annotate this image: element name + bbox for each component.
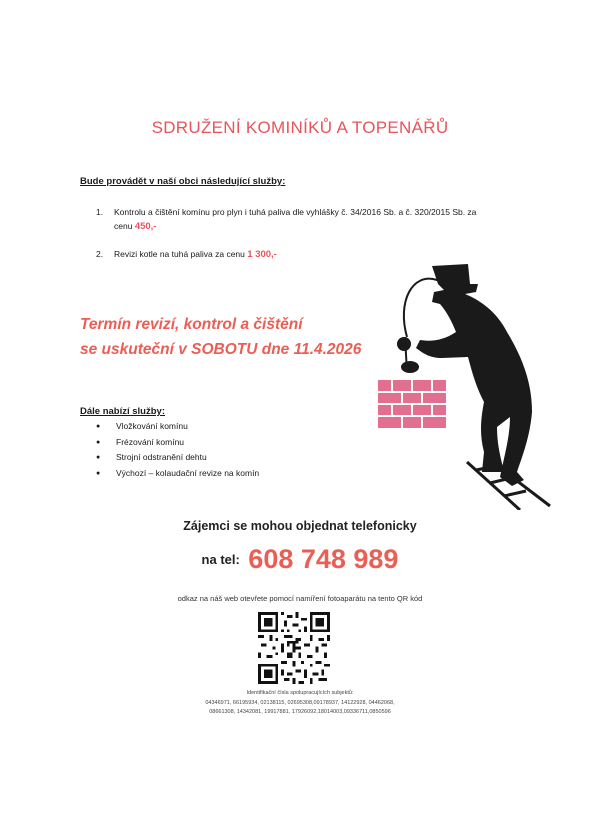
service-price: 450,- — [134, 221, 157, 232]
extra-services-title: Dále nabízí služby: — [80, 406, 165, 417]
bullet-icon: ● — [96, 423, 101, 430]
appointment-headline — [80, 312, 361, 362]
ids-line: 08661308, 14342081, 19917881, 17926092,18014003,09336711,0850596 — [209, 709, 391, 715]
list-item: ● Výchozí – kolaudační revize na komín — [96, 466, 259, 482]
contact-text: Zájemci se mohou objednat telefonicky — [183, 519, 417, 533]
phone-number[interactable]: 608 748 989 — [248, 544, 399, 574]
service-text: Kontrolu a čištění komínu pro plyn i tuhá paliva dle vyhlášky č. 34/2016 Sb. a č. 320/2015 Sb. za cenu — [114, 207, 477, 231]
service-number: 1. — [96, 207, 104, 217]
headline-line: se uskuteční v SOBOTU dne 11.4.2026 — [80, 341, 362, 358]
ids-line: 04346971, 66195934, 02138115, 02695308,09178937, 14122928, 04462068, — [205, 700, 395, 706]
bullet-icon: ● — [96, 438, 101, 446]
list-item: ● Strojní odstranění dehtu — [96, 450, 259, 466]
ids-list — [170, 699, 430, 717]
phone-row — [0, 544, 600, 575]
list-item: ● Vložkování komínu — [96, 419, 259, 435]
services-intro: Bude provádět v naší obci následující služby: — [80, 176, 286, 187]
service-number: 2. — [96, 249, 104, 259]
phone-label: na tel: — [201, 552, 240, 567]
bullet-icon: ● — [96, 454, 101, 461]
service-price: 1 300,- — [247, 249, 277, 260]
service-item — [96, 247, 496, 262]
ids-label: Identifikační čísla spolupracujících subjektů: — [246, 690, 354, 696]
extra-services-list — [96, 419, 259, 481]
bullet-icon: ● — [96, 469, 101, 477]
qr-code-icon[interactable] — [258, 612, 330, 684]
list-item: ● Frézování komínu — [96, 435, 259, 451]
qr-note: odkaz na náš web otevřete pomocí namíření fotoaparátu na tento QR kód — [177, 594, 423, 603]
service-text: Revizi kotle na tuhá paliva za cenu — [114, 249, 245, 259]
headline-line: Termín revizí, kontrol a čištění — [80, 316, 303, 333]
service-item — [96, 205, 496, 234]
chimney-sweep-icon — [372, 262, 552, 510]
page-title: SDRUŽENÍ KOMINÍKŮ A TOPENÁŘŮ — [151, 118, 449, 137]
